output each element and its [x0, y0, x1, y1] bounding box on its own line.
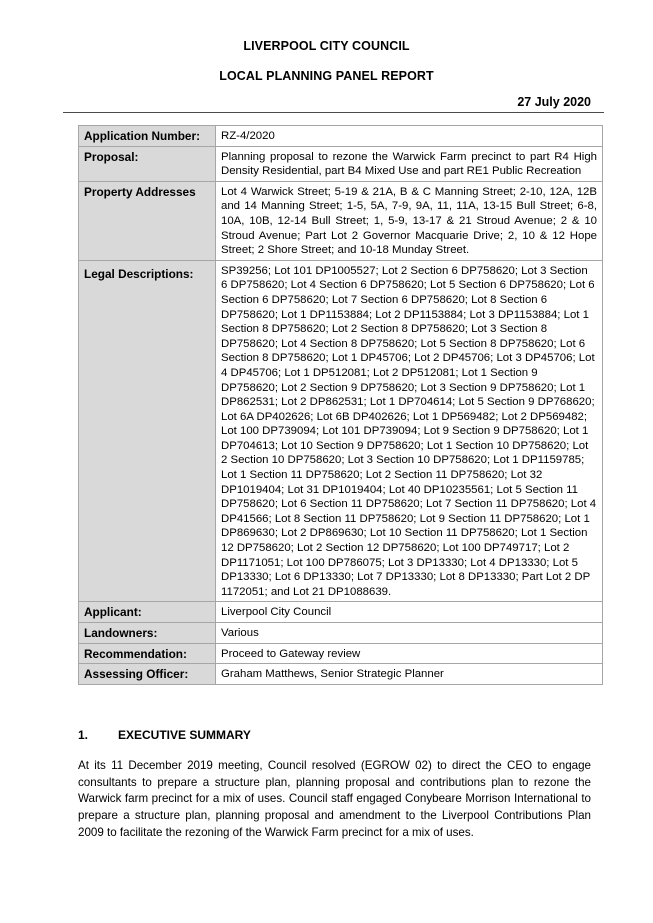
table-row — [79, 126, 603, 147]
property-addresses-value: Lot 4 Warwick Street; 5-19 & 21A, B & C Manning Street; 2-10, 12A, 12B and 14 Manning Street; 1-5, 5A, 7-9, 9A, 11, 11A, 13-15 Bull Street; 6-8, 10A, 10B, 12-14 Bull Street; 1, 5-9, 13-17 & 21 Stroud Avenue; 2 & 10 Stroud Avenue; Part Lot 2 Governor Macquarie Drive; 2, 10 & 12 Hope Street; 2 Shore Street; and 10-18 Munday Street. — [216, 181, 603, 260]
assessing-officer-label: Assessing Officer: — [79, 664, 216, 685]
application-details-table — [78, 125, 603, 685]
report-title: LOCAL PLANNING PANEL REPORT — [219, 69, 434, 83]
section-heading — [78, 728, 251, 742]
table-row — [79, 664, 603, 685]
legal-descriptions-value: SP39256; Lot 101 DP1005527; Lot 2 Section 6 DP758620; Lot 3 Section 6 DP758620; Lot 4 Section 6 DP758620; Lot 5 Section 6 DP758620; Lot 6 Section 6 DP758620; Lot 7 Section 6 DP758620; Lot 8 Section 6 DP758620; Lot 1 DP1153884; Lot 2 DP1153884; Lot 3 DP1153884; Lot 1 Section 8 DP758620; Lot 2 Section 8 DP758620; Lot 3 Section 8 DP758620; Lot 4 Section 8 DP758620; Lot 5 Section 8 DP758620; Lot 6 Section 8 DP758620; Lot 1 DP45706; Lot 2 DP45706; Lot 3 DP45706; Lot 4 DP45706; Lot 1 DP512081; Lot 2 DP512081; Lot 1 Section 9 DP758620; Lot 2 Section 9 DP758620; Lot 3 Section 9 DP758620; Lot 1 DP862531; Lot 2 DP862531; Lot 1 DP704614; Lot 5 Section 9 DP768620; Lot 6A DP402626; Lot 6B DP402626; Lot 1 DP569482; Lot 2 DP569482; Lot 100 DP739094; Lot 101 DP739094; Lot 9 Section 9 DP758620; Lot 1 DP704613; Lot 10 Section 9 DP758620; Lot 1 Section 10 DP758620; Lot 2 Section 10 DP758620; Lot 3 Section 10 DP758620; Lot 1 DP1159785; Lot 1 Section 11 DP758620; Lot 2 Section 11 DP758620; Lot 32 DP1019404; Lot 31 DP1019404; Lot 40 DP10235561; Lot 5 Section 11 DP758620; Lot 6 Section 11 DP758620; Lot 7 Section 11 DP758620; Lot 4 DP41566; Lot 8 Section 11 DP758620; Lot 9 Section 11 DP758620; Lot 1 DP869630; Lot 2 DP869630; Lot 10 Section 11 DP758620; Lot 1 Section 12 DP758620; Lot 2 Section 12 DP758620; Lot 100 DP749717; Lot 2 DP1171051; Lot 100 DP786075; Lot 3 DP13330; Lot 4 DP13330; Lot 5 DP13330; Lot 6 DP13330; Lot 7 DP13330; Lot 8 DP13330; Part Lot 2 DP 1172051; and Lot 21 DP1088639. — [216, 260, 603, 602]
application-number-value: RZ-4/2020 — [216, 126, 603, 147]
table-row — [79, 602, 603, 623]
section-title: EXECUTIVE SUMMARY — [118, 728, 251, 742]
table-row — [79, 260, 603, 602]
applicant-value: Liverpool City Council — [216, 602, 603, 623]
header-divider — [63, 112, 604, 113]
table-row — [79, 623, 603, 644]
legal-descriptions-label: Legal Descriptions: — [79, 260, 216, 602]
assessing-officer-value: Graham Matthews, Senior Strategic Planner — [216, 664, 603, 685]
landowners-label: Landowners: — [79, 623, 216, 644]
report-date: 27 July 2020 — [517, 95, 591, 109]
recommendation-value: Proceed to Gateway review — [216, 643, 603, 664]
table-row — [79, 181, 603, 260]
recommendation-label: Recommendation: — [79, 643, 216, 664]
table-row — [79, 643, 603, 664]
council-name: LIVERPOOL CITY COUNCIL — [243, 39, 410, 53]
property-addresses-label: Property Addresses — [79, 181, 216, 260]
application-number-label: Application Number: — [79, 126, 216, 147]
proposal-label: Proposal: — [79, 146, 216, 181]
table-row — [79, 146, 603, 181]
proposal-value: Planning proposal to rezone the Warwick Farm precinct to part R4 High Density Residential, part B4 Mixed Use and part RE1 Public Recreation — [216, 146, 603, 181]
executive-summary-paragraph: At its 11 December 2019 meeting, Council resolved (EGROW 02) to direct the CEO to engage consultants to prepare a structure plan, planning proposal and contributions plan to rezone the Warwick farm precinct for a mix of uses. Council staff engaged Conybeare Morrison International to prepare a structure plan, planning proposal and amendment to the Liverpool Contributions Plan 2009 to facilitate the rezoning of the Warwick Farm precinct for a mix of uses. — [78, 759, 591, 839]
section-number: 1. — [78, 728, 89, 742]
applicant-label: Applicant: — [79, 602, 216, 623]
landowners-value: Various — [216, 623, 603, 644]
